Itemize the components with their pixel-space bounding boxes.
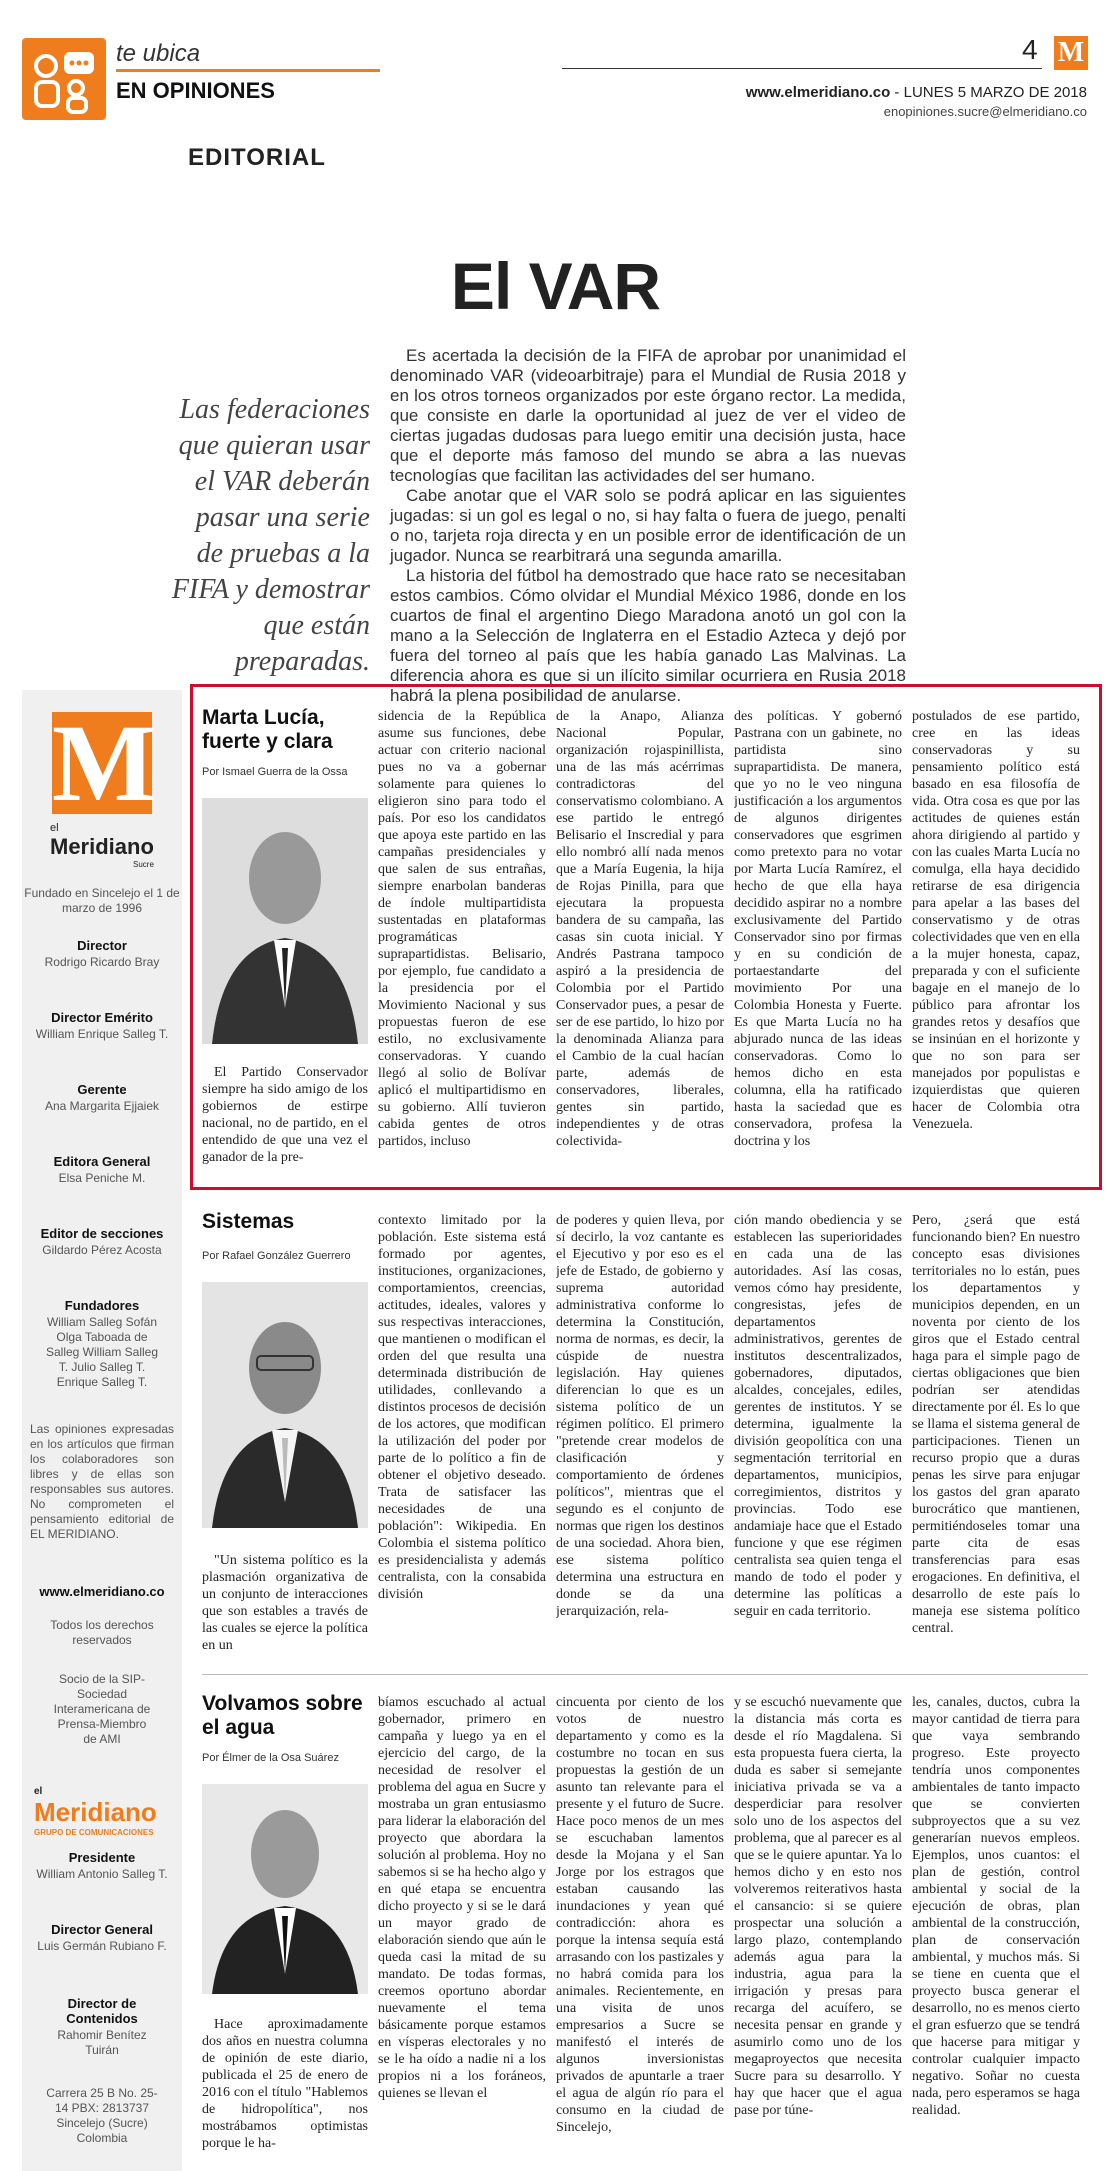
- meridiano-logo-icon: M: [1054, 36, 1088, 70]
- address-text: Carrera 25 B No. 25-14 PBX: 2813737 Sincelejo (Sucre) Colombia: [46, 2086, 158, 2145]
- article-column: sidencia de la República asume sus funciones, debe actuar con criterio nacional pues no va a gobernar solamente para quienes lo eligieron sino para todo el país. Por eso los candidatos que apoya este partido en las campañas presidenciales y que salen de sus entrañas, siempre enarbolan banderas de índole multipartidista sustentadas en plataformas programáticas suprapartidistas. Belisario, por ejemplo, fue candidato a la presidencia por el Movimiento Nacional y sus propuestas fueron de ese estilo, no exclusivamente conservadoras. Y cuando llegó al solio de Bolívar aplicó el multipartidismo en su gobierno. Allí tuvieron cabida gentes de otros partidos, incluso: [378, 709, 546, 1149]
- article-byline: Por Ismael Guerra de la Ossa: [202, 766, 348, 778]
- staff-editora: Editora General Elsa Peniche M.: [53, 1154, 151, 1185]
- rights-text: Todos los derechos reservados: [50, 1618, 154, 1647]
- group-brand-name: Meridiano: [34, 1797, 157, 1827]
- brand-el: el: [50, 822, 59, 834]
- website-link[interactable]: www.elmeridiano.co: [745, 84, 891, 101]
- te-ubica-label: te ubica: [116, 40, 201, 67]
- editorial-body: [390, 346, 906, 706]
- article-lead: "Un sistema político es la plasmación organizativa de un conjunto de interacciones que son estables a través de las cuales se ejerce la política en un: [202, 1553, 368, 1653]
- pull-quote: Las federaciones que quieran usar el VAR deberán pasar una serie de pruebas a la FIFA y demostrar que están preparadas.: [171, 394, 370, 677]
- article-column: ción mando obediencia y se establecen las superioridades en cada una de las autoridades. Así las cosas, vemos cómo hay presidente, congresistas, jefes de departamentos administrativos, gerentes de institutos descentralizados, gobernadores, diputados, alcaldes, concejales, ediles, gerentes de institutos. Y se determina, igualmente la división geopolítica con una segmentación territorial en departamentos, municipios, corregimientos, distritos y provincias. Todo ese andamiaje hace que el Estado funcione y que ese régimen centralista sea quien tenga el mando de todo el poder y determine las políticas a seguir en cada territorio.: [734, 1213, 902, 1619]
- editorial-title: El VAR: [450, 249, 661, 323]
- article-byline: Por Rafael González Guerrero: [202, 1250, 351, 1262]
- article-byline: Por Élmer de la Osa Suárez: [202, 1752, 339, 1764]
- contact-email[interactable]: enopiniones.sucre@elmeridiano.co: [883, 104, 1087, 119]
- date-line: [746, 84, 1087, 101]
- header-divider: [562, 68, 1042, 69]
- author-photo: [202, 1784, 368, 1994]
- sidebar-website[interactable]: www.elmeridiano.co: [39, 1584, 165, 1599]
- editorial-paragraph: La historia del fútbol ha demostrado que hace rato se necesitaban estos cambios. Cómo olvidar el Mundial México 1986, donde en los cuartos de final el argentino Diego Maradona anotó un gol con la mano a la Selección de Inglaterra en el Estadio Azteca y dejó por fuera del torneo al país que les había ganado Las Malvinas. La diferencia ahora es que si un ilícito similar ocurriera en Rusia 2018 habrá la plena posibilidad de anularse.: [390, 566, 906, 705]
- editorial-paragraph: Es acertada la decisión de la FIFA de aprobar por unanimidad el denominado VAR (videoarbitraje) para el Mundial de Rusia 2018 y en los otros torneos organizados por este órgano rector. La medida, que consiste en darle la oportunidad al juez de ver el video de ciertas jugadas dudosas para luego emitir una decisión justa, hace que el deporte más famoso del mundo se abra a las nuevas tecnologías que facilitan las actividades del ser humano.: [390, 346, 906, 485]
- staff-gerente: Gerente Ana Margarita Ejjaiek: [44, 1082, 160, 1113]
- staff-fundadores: Fundadores William Salleg Sofán Olga Taboada de Salleg William Salleg T. Julio Salleg T. Enrique Salleg T.: [45, 1298, 159, 1389]
- article-column: Pero, ¿será que está funcionando bien? En nuestro concepto esas divisiones territoriales no lo están, pues los departamentos y municipios dependen, en un noventa por ciento de los giros que el Estado central haga para el simple pago de ciertas obligaciones que bien podrían ser atendidas directamente por él. Es lo que se llama el sistema general de participaciones. Tienen un recurso propio que a duras penas les sirve para enjugar los gastos del gran aparato burocrático que mantienen, permitiéndoseles tomar una parte cita de esas transferencias para esas erogaciones. En definitiva, el desarrollo de este país lo maneja ese sistema político central.: [912, 1213, 1080, 1636]
- article-column: les, canales, ductos, cubra la mayor cantidad de tierra para que vaya sembrando progreso. Este proyecto tendría unos componentes ambientales de tanto impacto que se convierten subproyectos que a su vez generarían nuevos empleos. Ejemplos, unos cuantos: el plan de gestión, control ambiental y social de la ejecución de obras, plan ambiental de la construcción, plan de conservación ambiental, y muchos más. Si se tiene en cuenta que el proyecto busca generar el desarrollo, no es menos cierto el gran esfuerzo que se tendrá que hacerse para mitigar y controlar cualquier impacto negativo. Soñar no cuesta nada, pero esperamos se haga realidad.: [912, 1695, 1080, 2118]
- meridiano-big-logo-icon: M: [52, 702, 156, 824]
- article-lead: El Partido Conservador siempre ha sido amigo de los gobiernos de estirpe nacional, no de partido, en el entendido de que una vez el ganador de la pre-: [202, 1065, 368, 1165]
- staff-presidente: Presidente William Antonio Salleg T.: [36, 1850, 168, 1881]
- member-text: Socio de la SIP-Sociedad Interamericana de Prensa-Miembro de AMI: [53, 1672, 151, 1746]
- article-column: de poderes y quien lleva, por sí decirlo, la voz cantante es el Ejecutivo y por eso es el jefe de Estado, de gobierno y suprema autoridad administrativa conforme lo determina la Constitución, norma de normas, es decir, la cúspide de nuestra legislación. Hay quienes diferencian lo que es un sistema político de un régimen político. El primero "pretende crear modelos de clasificación y comportamiento de órdenes políticos", mientras que el segundo es el conjunto de normas que rigen los destinos de una sociedad. Ahora bien, ese sistema político determina una estructura en donde se da una jerarquización, rela-: [556, 1213, 724, 1619]
- editorial-paragraph: Cabe anotar que el VAR solo se podrá aplicar en las siguientes jugadas: si un gol es legal o no, si hay falta o fuera de juego, penalti o no, tarjeta roja directa y en un posible error de identificación de un jugador. Nunca se rearbitrará una segunda amarilla.: [390, 486, 906, 565]
- staff-director-general: Director General Luis Germán Rubiano F.: [37, 1922, 167, 1953]
- disclaimer: Las opiniones expresadas en los artículos que firman los colaboradores son libres y de ellas son responsables sus autores. No comprometen el pensamiento editorial de EL MERIDIANO.: [30, 1422, 174, 1541]
- staff-editor-secciones: Editor de secciones Gildardo Pérez Acosta: [40, 1226, 164, 1257]
- author-photo: [202, 798, 368, 1044]
- founded-text: Fundado en Sincelejo el 1 de marzo de 1996: [24, 886, 180, 915]
- article-column: postulados de ese partido, cree en las ideas conservadoras y su pensamiento político está basado en esa filosofía de vida. Otra cosa es que por las actitudes de quienes están ahora dirigiendo al partido y con las cuales Marta Lucía no comulga, ella haya decidido retirarse de esa dirigencia para apelar a las bases del conservatismo y de otras colectividades que ven en ella a la mujer honesta, capaz, preparada y con el suficiente bagaje en el manejo de lo público para afrontar los grandes retos y desafíos que se insinúan en el horizonte y que no son para ser manejados por populistas e izquierdistas que quieren hacer de Colombia otra Venezuela.: [912, 709, 1080, 1132]
- sidebar-brand: [50, 822, 154, 869]
- brand-name: Meridiano: [50, 834, 154, 859]
- article-column: y se escuchó nuevamente que la distancia más corta es desde el río Magdalena. Si esta propuesta fuera cierta, la duda es saber si semejante iniciativa privada se va a desperdiciar para resolver solo uno de los aspectos del problema, que al parecer es al que se le quiere apuntar. Ya lo hemos dicho y en esto nos volveremos reiterativos hasta el cansancio: si se quiere prospectar una solución a largo plazo, contemplando además agua para la industria, agua para la irrigación y presas para recarga del acuífero, se necesita pensar en grande y asumirlo como uno de los megaproyectos que necesita Sucre para su desarrollo. Y hay que hacer que el agua pase por túne-: [734, 1695, 902, 2118]
- article-column: des políticas. Y gobernó Pastrana con un gabinete, no partidista sino suprapartidista. De manera, que yo no le veo ninguna justificación a los argumentos de algunos dirigentes conservadores que esgrimen como pretexto para no votar por Marta Lucía Ramírez, el hecho de que ella haya decidido aspirar no a nombre exclusivamente del Partido Conservador sino por firmas y en su condición de portaestandarte del movimiento Por una Colombia Honesta y Fuerte. Es que Marta Lucía no ha abjurado nunca de las ideas conservadoras. Como lo hemos dicho en esta columna, ella ha ratificado hasta la saciedad que es conservadora, profesa la doctrina y los: [734, 709, 902, 1149]
- orange-divider: [116, 69, 380, 72]
- author-photo: [202, 1282, 368, 1528]
- article-column: contexto limitado por la población. Este sistema está formado por agentes, instituciones, organizaciones, comportamientos, creencias, actitudes, ideales, valores y sus respectivas interacciones, que mantienen o modifican el orden del que resulta una determinada distribución de utilidades, conllevando a distintos procesos de decisión de los actores, que modifican la utilización del poder por parte de lo político a fin de obtener el objetivo deseado. Trata de satisfacer las necesidades de una población": Wikipedia. En Colombia el sistema político es presidencialista y además centralista, con la consabida división: [378, 1213, 546, 1602]
- staff-director: Director Rodrigo Ricardo Bray: [44, 938, 160, 969]
- issue-date: - LUNES 5 MARZO DE 2018: [890, 84, 1087, 101]
- page-number: 4: [1022, 34, 1038, 65]
- article-title: Marta Lucía, fuerte y clara: [202, 706, 333, 753]
- article-title: Volvamos sobre el agua: [202, 1692, 363, 1739]
- article-column: de la Anapo, Alianza Nacional Popular, organización rojaspinillista, una de las más acérrimas contradictoras del conservatismo colombiano. A ese partido le entregó Belisario el Inscredial y para ello nombró allí nada menos que a María Eugenia, la hija de Rojas Pinilla, para que ejecutara la propuesta bandera de su campaña, las casas sin cuota inicial. Y Andrés Pastrana tampoco aspiró a la presidencia de Colombia por el Partido Conservador pues, a pesar de ser de ese partido, lo hizo por la denominada Alianza para el Cambio de la cual hacían parte, además de conservadores, liberales, gentes sin partido, independientes y de otras colectivida-: [556, 709, 724, 1149]
- brand-sub: Sucre: [133, 860, 154, 869]
- opinion-logo-icon: [22, 38, 106, 120]
- group-brand-sub: GRUPO DE COMUNICACIONES: [34, 1828, 154, 1837]
- editorial-label: EDITORIAL: [188, 144, 326, 171]
- group-brand: el Meridiano GRUPO DE COMUNICACIONES: [34, 1786, 157, 1837]
- staff-director-emerito: Director Emérito William Enrique Salleg T.: [35, 1010, 169, 1041]
- article-column: cincuenta por ciento de los votos de nuestro departamento y como es la costumbre no tocan en sus propuestas la gestión de un asunto tan relevante para el presente y el futuro de Sucre. Hace poco menos de un mes se escuchaban lamentos desde la Mojana y el San Jorge por los estragos que estaban causando las inundaciones y yean qué contradicción: ahora es porque la intensa sequía está arrasando con los pastizales y no habrá comida para los animales. Recientemente, en una visita de unos empresarios a Sucre se manifestó el interés de algunos inversionistas privados de apuntarle a traer el agua de algún río para el consumo en la ciudad de Sincelejo,: [556, 1695, 724, 2135]
- article-column: bíamos escuchado al actual gobernador, primero en campaña y luego ya en el ejercicio del cargo, de la necesidad de resolver el problema del agua en Sucre y mostraba un gran entusiasmo para liderar la elaboración del proyecto que abordara la solución al problema. Hoy no sabemos si se ha hecho algo y en qué etapa se encuentra dicho proyecto y si se le dará un mayor grado de elaboración siendo que aún le queda casi la mitad de su mandato. De todas formas, creemos oportuno abordar nuevamente el tema básicamente porque estamos en vísperas electorales y no se le ha oído a nadie ni a los propios ni a los foráneos, quienes se llevan el: [378, 1695, 546, 2101]
- article-lead: Hace aproximadamente dos años en nuestra columna de opinión de este diario, publicada el 25 de enero de 2016 con el título "Hablemos de hidropolítica", nos mostrábamos optimistas porque le ha-: [202, 2017, 368, 2151]
- section-label: EN OPINIONES: [116, 78, 275, 103]
- article-divider: [202, 1674, 1088, 1675]
- article-title: Sistemas: [202, 1210, 295, 1233]
- staff-director-contenidos: Director de Contenidos Rahomir Benítez Tuirán: [57, 1996, 147, 2057]
